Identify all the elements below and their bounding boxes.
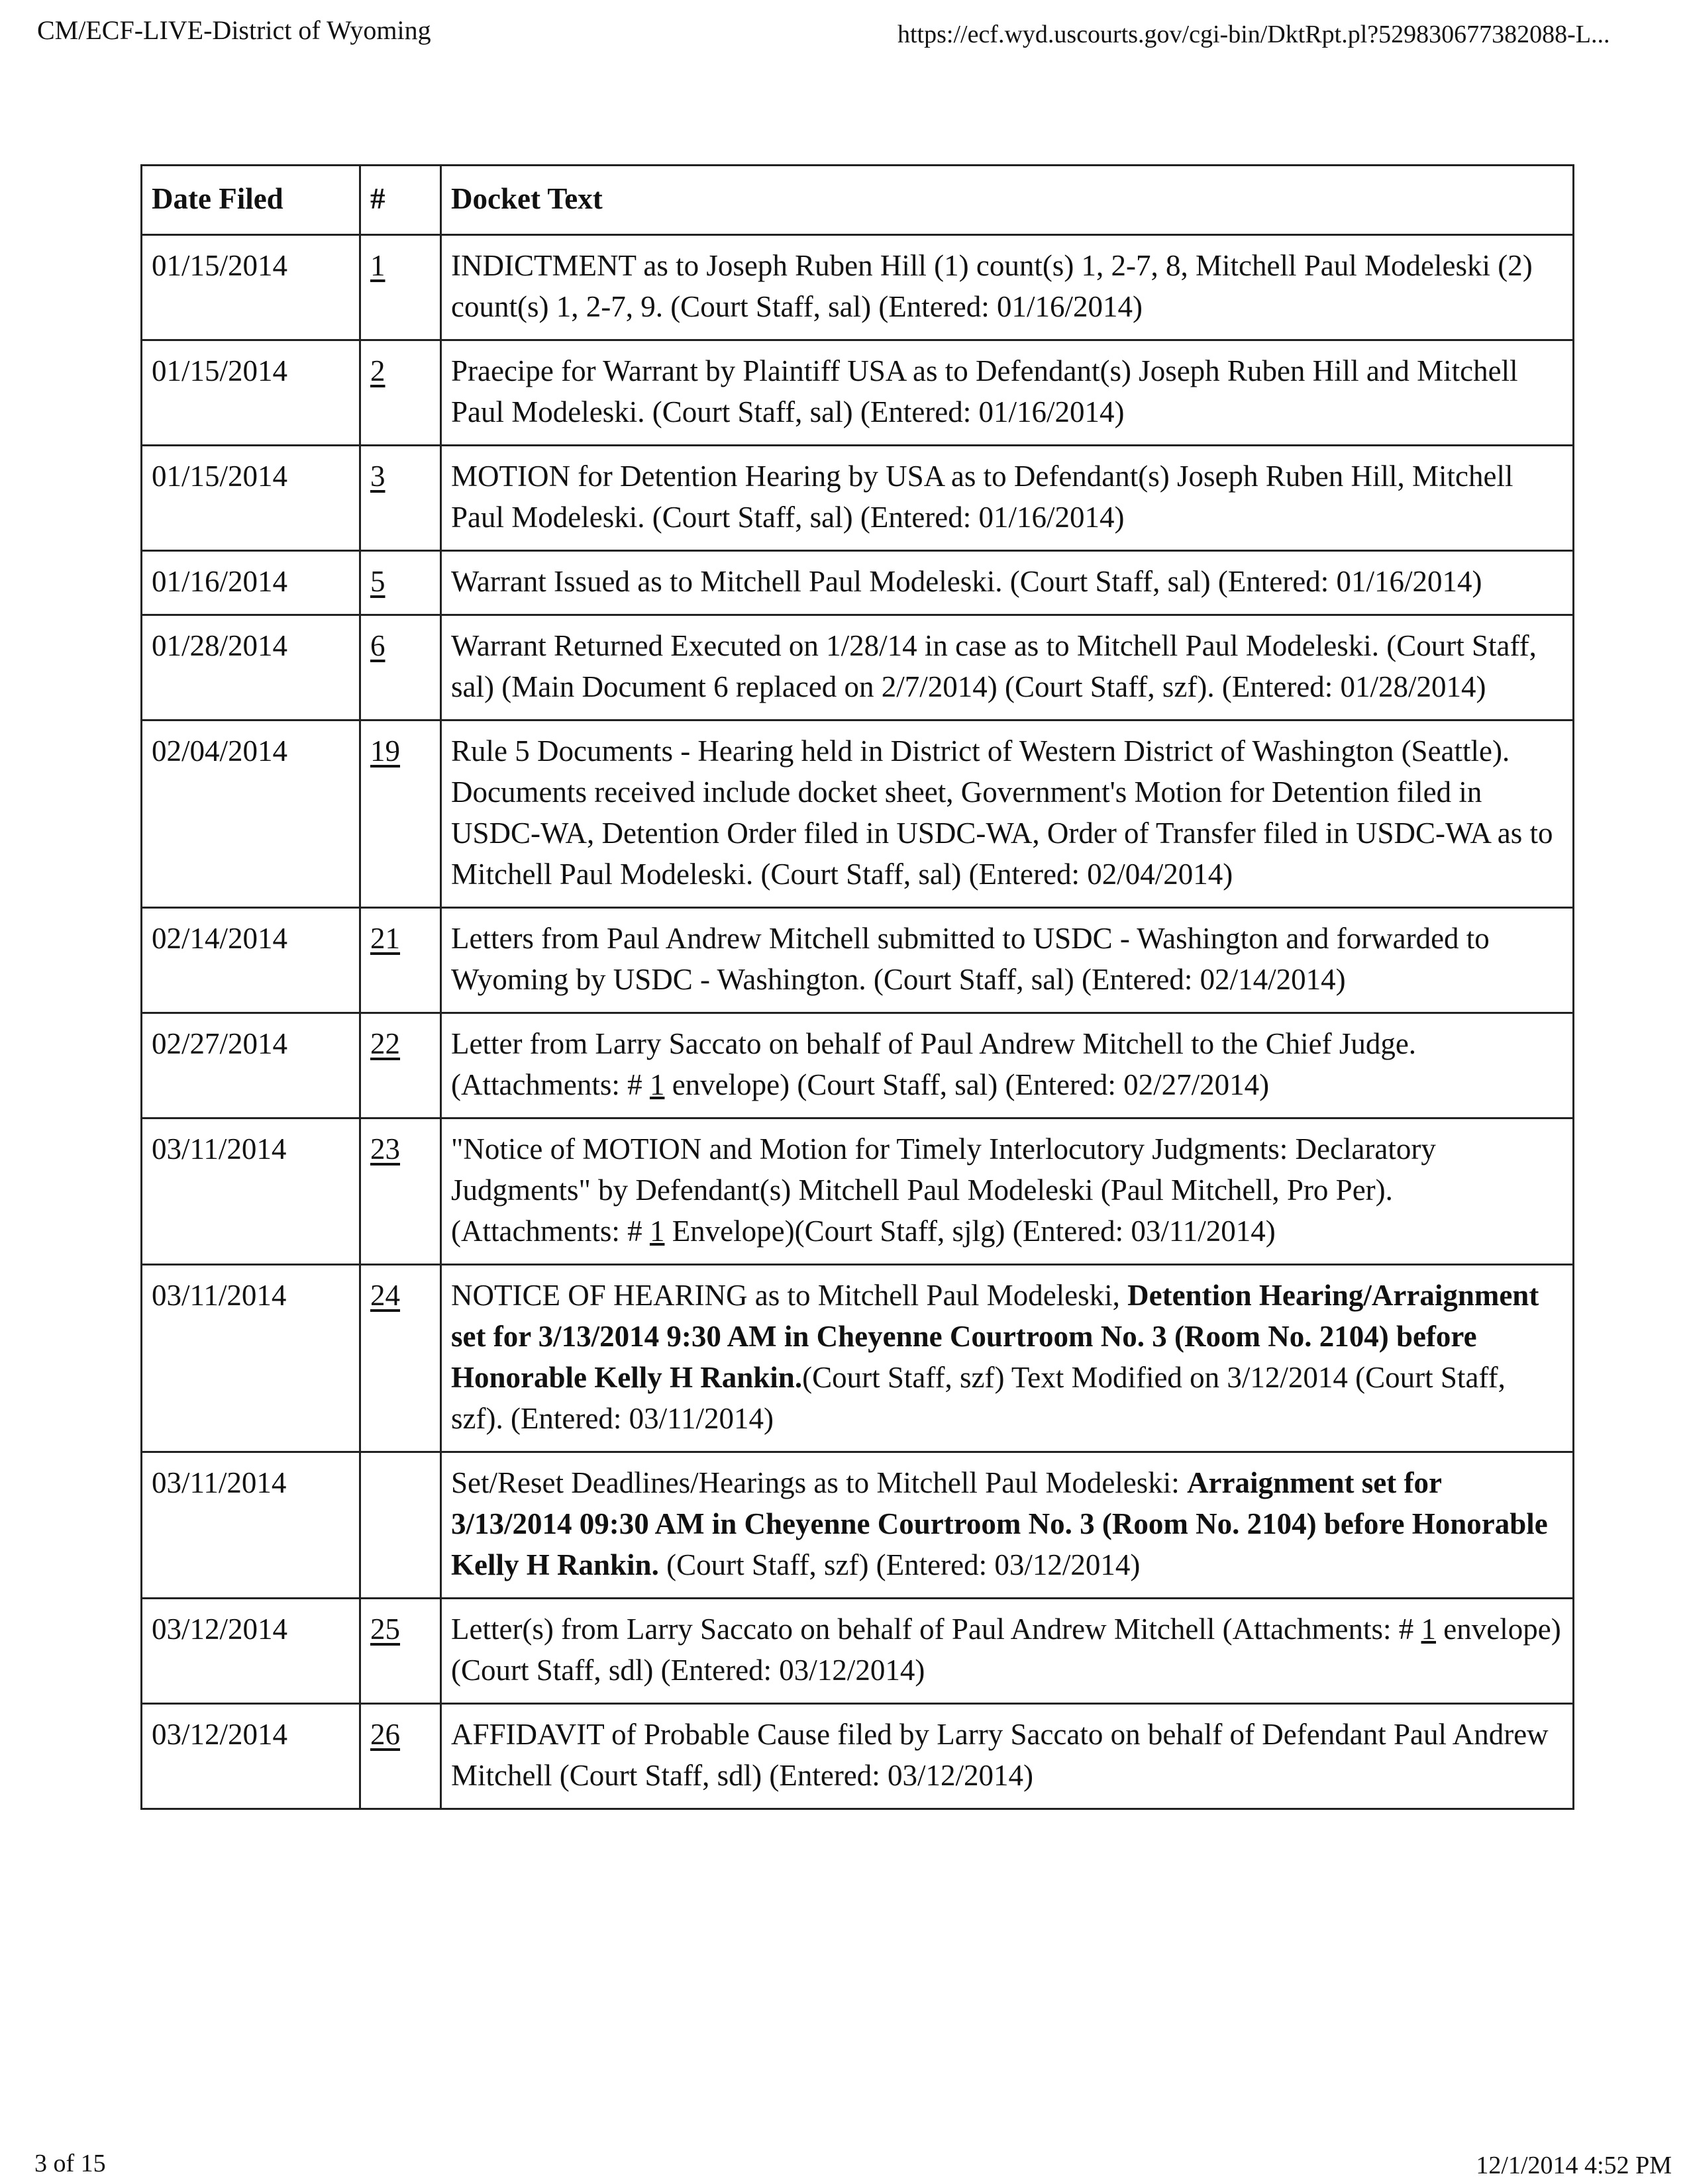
docket-number-cell <box>360 340 441 446</box>
docket-number-link[interactable]: 26 <box>370 1718 400 1751</box>
docket-number-link[interactable]: 22 <box>370 1027 400 1060</box>
page-number: 3 of 15 <box>34 2150 106 2177</box>
docket-text <box>441 1599 1574 1704</box>
print-timestamp: 12/1/2014 4:52 PM <box>1476 2152 1672 2179</box>
docket-number-cell <box>360 615 441 720</box>
docket-row <box>142 908 1574 1013</box>
date-filed: 03/12/2014 <box>142 1704 360 1809</box>
docket-text <box>441 235 1574 340</box>
docket-body <box>142 235 1574 1809</box>
date-filed: 01/28/2014 <box>142 615 360 720</box>
docket-number-cell <box>360 720 441 908</box>
column-header-docket-text: Docket Text <box>441 166 1574 235</box>
docket-table <box>140 164 1574 1810</box>
docket-text-segment: NOTICE OF HEARING as to Mitchell Paul Modeleski, <box>451 1279 1128 1312</box>
column-header-date-filed: Date Filed <box>142 166 360 235</box>
docket-text-segment: Set/Reset Deadlines/Hearings as to Mitchell Paul Modeleski: <box>451 1466 1188 1499</box>
date-filed: 03/11/2014 <box>142 1118 360 1265</box>
docket-number-cell <box>360 1118 441 1265</box>
docket-number-link[interactable]: 2 <box>370 354 385 387</box>
docket-row <box>142 340 1574 446</box>
docket-row <box>142 1704 1574 1809</box>
docket-text <box>441 908 1574 1013</box>
docket-text-segment: Letters from Paul Andrew Mitchell submitted to USDC - Washington and forwarded to Wyoming by USDC - Washington. (Court Staff, sal) (Entered: 02/14/2014) <box>451 922 1490 996</box>
docket-text-segment: Letter from Larry Saccato on behalf of Paul Andrew Mitchell to the Chief Judge. (Attachments: # <box>451 1027 1417 1101</box>
attachment-link[interactable]: 1 <box>1421 1613 1437 1646</box>
docket-number-cell <box>360 446 441 551</box>
date-filed: 01/15/2014 <box>142 340 360 446</box>
docket-text-segment: (Court Staff, szf) Text Modified on 3/12/2014 (Court Staff, szf). (Entered: 03/11/2014) <box>451 1361 1506 1435</box>
docket-text-segment: Envelope)(Court Staff, sjlg) (Entered: 03/11/2014) <box>664 1215 1276 1248</box>
docket-text <box>441 446 1574 551</box>
date-filed: 02/27/2014 <box>142 1013 360 1118</box>
docket-text <box>441 1265 1574 1452</box>
docket-row <box>142 551 1574 615</box>
docket-text-segment: "Notice of MOTION and Motion for Timely Interlocutory Judgments: Declaratory Judgments" by Defendant(s) Mitchell Paul Modeleski (Paul Mitchell, Pro Per). (Attachments: # <box>451 1132 1436 1248</box>
docket-row <box>142 1013 1574 1118</box>
hearing-details: Arraignment set for 3/13/2014 09:30 AM in Cheyenne Courtroom No. 3 (Room No. 2104) before Honorable Kelly H Rankin. <box>451 1466 1548 1581</box>
date-filed: 03/12/2014 <box>142 1599 360 1704</box>
docket-text-segment: MOTION for Detention Hearing by USA as to Defendant(s) Joseph Ruben Hill, Mitchell Paul Modeleski. (Court Staff, sal) (Entered: 01/16/2014) <box>451 460 1513 534</box>
docket-number-link[interactable]: 5 <box>370 565 385 598</box>
date-filed: 01/15/2014 <box>142 446 360 551</box>
docket-number-link[interactable]: 3 <box>370 460 385 493</box>
docket-text-segment: Letter(s) from Larry Saccato on behalf of Paul Andrew Mitchell (Attachments: # <box>451 1613 1421 1646</box>
docket-number-cell <box>360 1265 441 1452</box>
docket-row <box>142 1452 1574 1599</box>
docket-number-link[interactable]: 19 <box>370 734 400 768</box>
attachment-link[interactable]: 1 <box>649 1215 665 1248</box>
docket-number-link[interactable]: 24 <box>370 1279 400 1312</box>
docket-row <box>142 446 1574 551</box>
date-filed: 02/14/2014 <box>142 908 360 1013</box>
docket-text <box>441 551 1574 615</box>
docket-text <box>441 1452 1574 1599</box>
docket-row <box>142 1118 1574 1265</box>
docket-number-cell <box>360 1599 441 1704</box>
docket-text-segment: envelope) (Court Staff, sal) (Entered: 02/27/2014) <box>664 1068 1270 1101</box>
docket-text <box>441 1118 1574 1265</box>
date-filed: 03/11/2014 <box>142 1452 360 1599</box>
docket-text-segment: envelope) (Court Staff, sdl) (Entered: 03/12/2014) <box>451 1613 1561 1687</box>
docket-text <box>441 720 1574 908</box>
docket-text <box>441 1013 1574 1118</box>
docket-row <box>142 235 1574 340</box>
docket-text <box>441 615 1574 720</box>
date-filed: 02/04/2014 <box>142 720 360 908</box>
docket-row <box>142 720 1574 908</box>
date-filed: 03/11/2014 <box>142 1265 360 1452</box>
docket-number-cell <box>360 235 441 340</box>
date-filed: 01/16/2014 <box>142 551 360 615</box>
docket-number-link[interactable]: 6 <box>370 629 385 662</box>
docket-number-link[interactable]: 23 <box>370 1132 400 1166</box>
docket-text-segment: Warrant Issued as to Mitchell Paul Modeleski. (Court Staff, sal) (Entered: 01/16/2014) <box>451 565 1482 598</box>
docket-number-cell <box>360 908 441 1013</box>
column-header-number: # <box>360 166 441 235</box>
docket-number-link[interactable]: 1 <box>370 249 385 282</box>
docket-number-link[interactable]: 25 <box>370 1613 400 1646</box>
docket-number-cell <box>360 1452 441 1599</box>
date-filed: 01/15/2014 <box>142 235 360 340</box>
docket-text-segment: (Court Staff, szf) (Entered: 03/12/2014) <box>658 1548 1141 1581</box>
docket-text-segment: INDICTMENT as to Joseph Ruben Hill (1) count(s) 1, 2-7, 8, Mitchell Paul Modeleski (2) count(s) 1, 2-7, 9. (Court Staff, sal) (Entered: 01/16/2014) <box>451 249 1533 323</box>
docket-text-segment: Rule 5 Documents - Hearing held in District of Western District of Washington (Seattle). Documents received include docket sheet, Government's Motion for Detention filed in USDC-WA, Detention Order filed in USDC-WA, Order of Transfer filed in USDC-WA as to Mitchell Paul Modeleski. (Court Staff, sal) (Entered: 02/04/2014) <box>451 734 1553 891</box>
docket-number-link[interactable]: 21 <box>370 922 400 955</box>
docket-number-cell <box>360 1704 441 1809</box>
hearing-details: Detention Hearing/Arraignment set for 3/13/2014 9:30 AM in Cheyenne Courtroom No. 3 (Room No. 2104) before Honorable Kelly H Rankin. <box>451 1279 1539 1394</box>
docket-row <box>142 1599 1574 1704</box>
page-header-url: https://ecf.wyd.uscourts.gov/cgi-bin/DktRpt.pl?529830677382088-L... <box>897 21 1610 48</box>
docket-row <box>142 615 1574 720</box>
docket-row <box>142 1265 1574 1452</box>
page-header-title: CM/ECF-LIVE-District of Wyoming <box>37 15 431 45</box>
docket-text-segment: Warrant Returned Executed on 1/28/14 in case as to Mitchell Paul Modeleski. (Court Staff, sal) (Main Document 6 replaced on 2/7/2014) (Court Staff, szf). (Entered: 01/28/2014) <box>451 629 1537 703</box>
docket-text-segment: AFFIDAVIT of Probable Cause filed by Larry Saccato on behalf of Defendant Paul Andrew Mitchell (Court Staff, sdl) (Entered: 03/12/2014) <box>451 1718 1549 1792</box>
docket-number-cell <box>360 551 441 615</box>
docket-number-cell <box>360 1013 441 1118</box>
docket-text-segment: Praecipe for Warrant by Plaintiff USA as to Defendant(s) Joseph Ruben Hill and Mitchell Paul Modeleski. (Court Staff, sal) (Entered: 01/16/2014) <box>451 354 1518 428</box>
docket-text <box>441 340 1574 446</box>
docket-text <box>441 1704 1574 1809</box>
docket-header-row <box>142 166 1574 235</box>
attachment-link[interactable]: 1 <box>649 1068 665 1101</box>
